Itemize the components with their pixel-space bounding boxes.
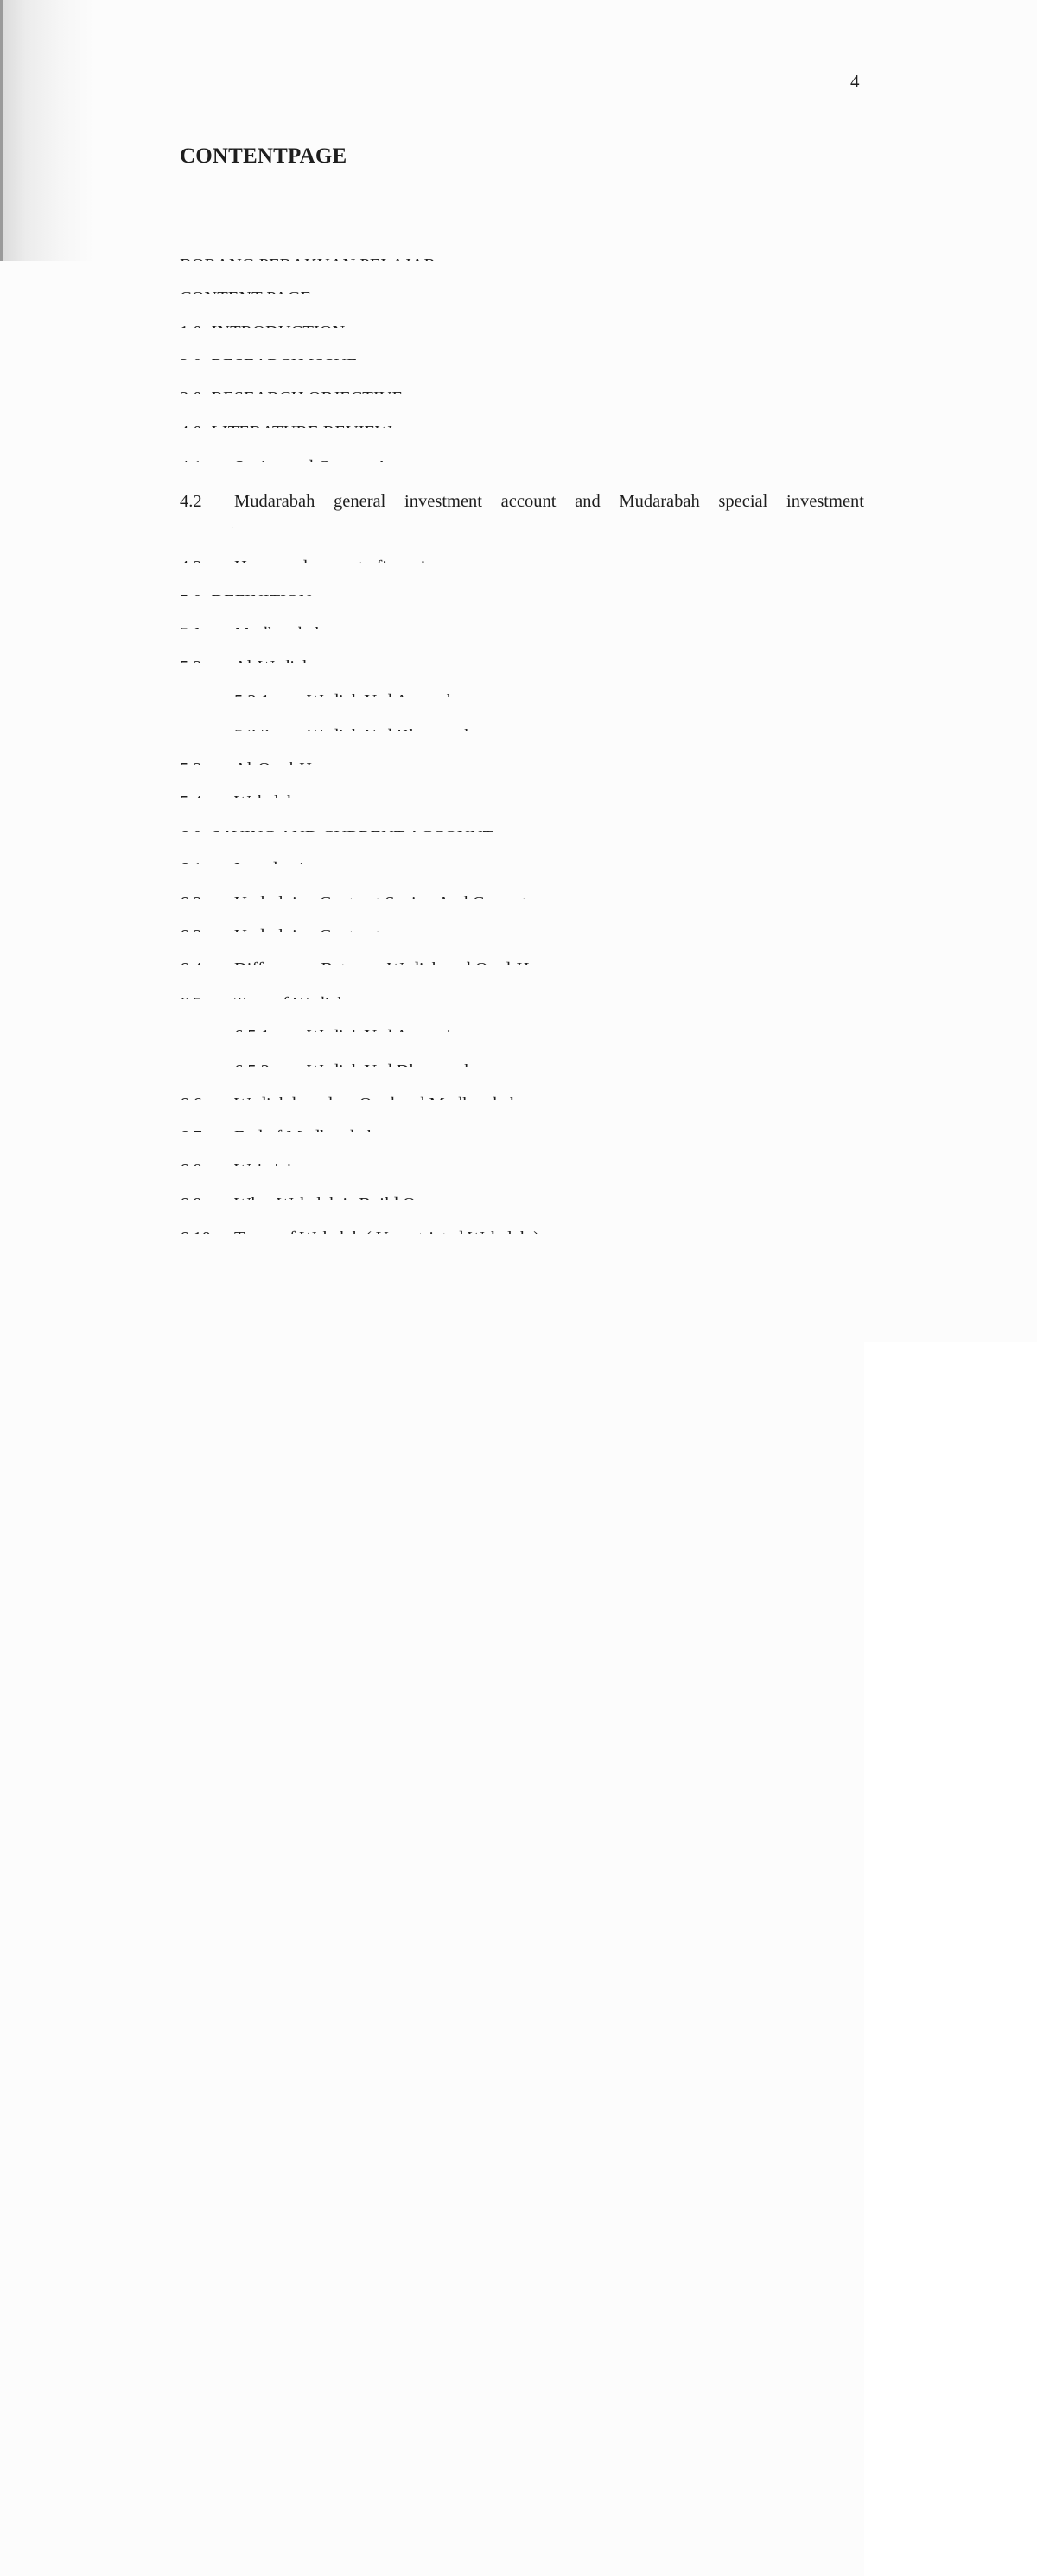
toc-entry — [180, 289, 864, 315]
page-number: 4 — [850, 71, 860, 92]
toc-entry-number: 4.2 — [180, 492, 202, 511]
toc-entry — [180, 726, 864, 752]
toc-entry — [180, 558, 864, 583]
toc-entry — [180, 658, 864, 684]
toc-entry — [180, 1027, 864, 1053]
toc-entry — [180, 793, 864, 819]
toc-entry — [180, 1127, 864, 1153]
toc-entry — [180, 355, 864, 381]
toc-entry — [180, 859, 864, 885]
toc-entry — [180, 994, 864, 1020]
toc-entry — [180, 457, 864, 483]
toc-entry — [180, 1161, 864, 1187]
toc-entry — [180, 624, 864, 650]
toc-entry — [180, 591, 864, 617]
toc-entry — [180, 1062, 864, 1087]
toc-entry — [180, 256, 864, 282]
toc-entry — [180, 760, 864, 786]
page-title: CONTENTPAGE — [180, 144, 347, 168]
toc-entry — [180, 423, 864, 449]
toc-entry — [180, 1228, 864, 1254]
toc-entry — [180, 1094, 864, 1120]
toc-entry — [180, 960, 864, 985]
toc-entry-label: Mudarabah general investment account and Mudarabah special investment — [234, 492, 864, 511]
toc-entry — [180, 927, 864, 953]
toc-entry — [180, 322, 864, 348]
toc-entry — [180, 894, 864, 920]
toc-entry — [180, 827, 864, 853]
toc-entry — [180, 1195, 864, 1221]
toc-entry — [180, 692, 864, 717]
toc-entry-page — [0, 1234, 864, 2576]
toc-entry — [180, 389, 864, 415]
toc-entry — [180, 492, 864, 552]
